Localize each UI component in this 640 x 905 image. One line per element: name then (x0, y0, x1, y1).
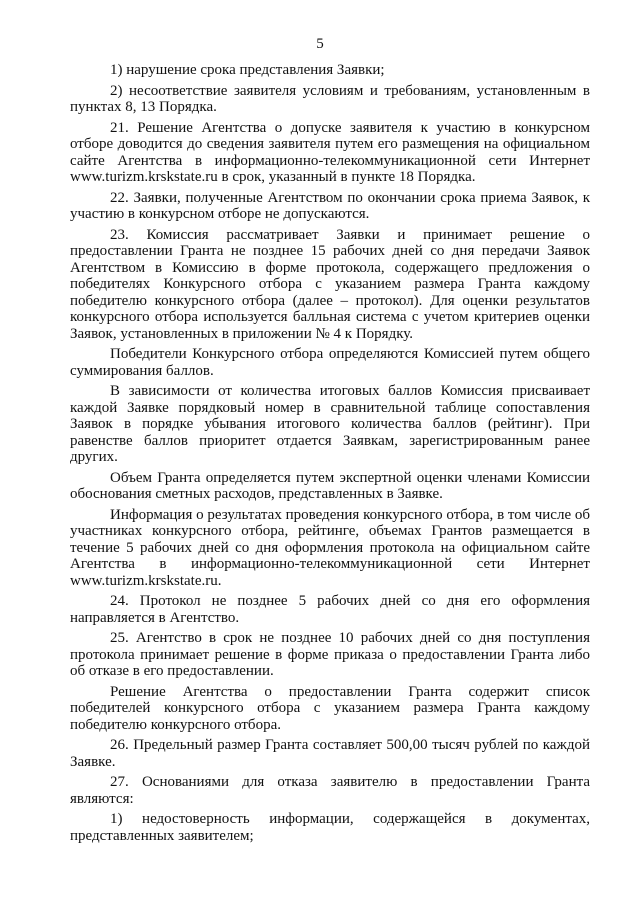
paragraph-decision-content: Решение Агентства о предоставлении Гранта содержит список победителей конкурсного отбора с указанием размера Гранта каждому победителю конкурсного отбора. (70, 683, 590, 733)
paragraph-ranking: В зависимости от количества итоговых баллов Комиссия присваивает каждой Заявке порядковый номер в сравнительной таблице сопоставления Заявок в порядке убывания итогового количества баллов (рейтинг). При равенстве баллов приоритет отдается Заявкам, зарегистрированным ранее других. (70, 383, 590, 465)
paragraph-clause-23: 23. Комиссия рассматривает Заявки и принимает решение о предоставлении Гранта не позднее 15 рабочих дней со дня передачи Заявок Агентством в Комиссию в форме протокола, содержащего предложения о победителях Конкурсного отбора с указанием размера Гранта каждому победителю конкурсного отбора (далее – протокол). Для оценки результатов конкурсного отбора используется балльная система с учетом критериев оценки Заявок, установленных в приложении № 4 к Порядку. (70, 226, 590, 342)
paragraph-grant-amount: Объем Гранта определяется путем экспертной оценки членами Комиссии обоснования сметных расходов, представленных в Заявке. (70, 469, 590, 502)
paragraph-results-publication: Информация о результатах проведения конкурсного отбора, в том числе об участниках конкурсного отбора, рейтинге, объемах Грантов размещается в течение 5 рабочих дней со дня оформления протокола на официальном сайте Агентства в информационно-телекоммуникационной сети Интернет www.turizm.krskstate.ru. (70, 506, 590, 589)
paragraph-item-1-violation: 1) нарушение срока представления Заявки; (110, 62, 385, 78)
paragraph-clause-21: 21. Решение Агентства о допуске заявителя к участию в конкурсном отборе доводится до сведения заявителя путем его размещения на официальном сайте Агентства в информационно-телекоммуникационной сети Интернет www.turizm.krskstate.ru в срок, указанный в пункте 18 Порядка. (70, 119, 590, 185)
paragraph-clause-22: 22. Заявки, полученные Агентством по окончании срока приема Заявок, к участию в конкурсном отборе не допускаются. (70, 189, 590, 222)
paragraph-clause-24: 24. Протокол не позднее 5 рабочих дней со дня его оформления направляется в Агентство. (70, 593, 590, 626)
paragraph-item-2-nonconformity: 2) несоответствие заявителя условиям и требованиям, установленным в пунктах 8, 13 Порядка. (70, 82, 590, 115)
page-number: 5 (316, 36, 324, 52)
paragraph-winners-definition: Победители Конкурсного отбора определяются Комиссией путем общего суммирования баллов. (70, 346, 590, 379)
paragraph-refusal-item-1: 1) недостоверность информации, содержащейся в документах, представленных заявителем; (70, 811, 590, 844)
paragraph-clause-27: 27. Основаниями для отказа заявителю в предоставлении Гранта являются: (70, 774, 590, 807)
paragraph-clause-26: 26. Предельный размер Гранта составляет 500,00 тысяч рублей по каждой Заявке. (70, 737, 590, 770)
document-body (70, 62, 590, 848)
paragraph-clause-25: 25. Агентство в срок не позднее 10 рабочих дней со дня поступления протокола принимает решение в форме приказа о предоставлении Гранта либо об отказе в его предоставлении. (70, 630, 590, 679)
